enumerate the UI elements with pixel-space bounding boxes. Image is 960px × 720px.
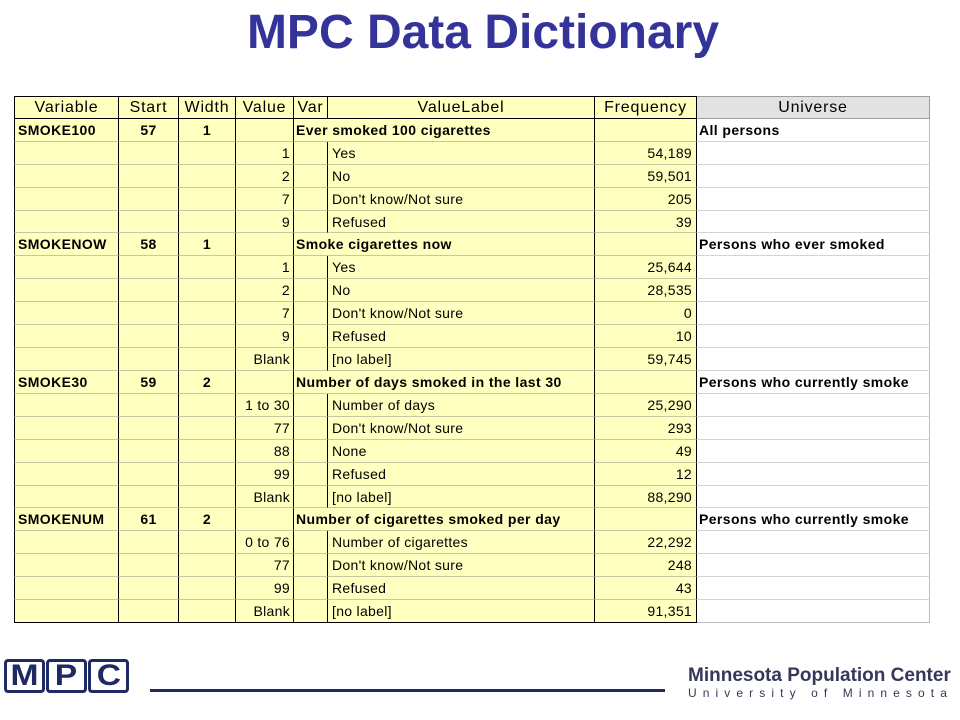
column-header-universe: Universe [697,96,930,119]
start-cell [119,256,179,279]
value-code-cell [236,233,294,256]
var-cell [294,577,328,600]
frequency-cell [595,508,697,531]
start-cell [119,463,179,486]
value-code-cell: 88 [236,440,294,463]
variable-name-cell [14,531,119,554]
value-code-cell: 77 [236,554,294,577]
value-code-cell: 7 [236,302,294,325]
universe-cell [697,256,930,279]
value-code-cell [236,119,294,142]
width-cell: 2 [179,508,236,531]
universe-cell [697,554,930,577]
value-label-cell: Refused [328,211,595,234]
frequency-cell: 12 [595,463,697,486]
start-cell [119,554,179,577]
value-code-cell: 9 [236,325,294,348]
var-cell [294,463,328,486]
width-cell [179,554,236,577]
value-label-cell: Don't know/Not sure [328,554,595,577]
value-label-cell: Refused [328,325,595,348]
var-cell [294,325,328,348]
universe-cell [697,394,930,417]
value-label-cell: No [328,165,595,188]
variable-name-cell [14,486,119,509]
var-cell [294,348,328,371]
width-cell: 1 [179,233,236,256]
logo-box-m [4,659,45,693]
variable-name-cell [14,325,119,348]
frequency-cell: 54,189 [595,142,697,165]
column-header-var: Var [294,96,328,119]
variable-label-cell: Number of cigarettes smoked per day [294,508,595,531]
start-cell [119,394,179,417]
width-cell [179,531,236,554]
frequency-cell [595,371,697,394]
variable-name-cell [14,279,119,302]
universe-cell [697,325,930,348]
value-label-cell: Number of cigarettes [328,531,595,554]
value-label-cell: [no label] [328,600,595,623]
frequency-cell: 22,292 [595,531,697,554]
logo-letter-p: P [55,659,78,692]
universe-cell: Persons who currently smoke [697,371,930,394]
start-cell [119,417,179,440]
variable-name-cell [14,188,119,211]
variable-name-cell [14,256,119,279]
organization-name: Minnesota Population Center [688,665,951,686]
start-cell [119,440,179,463]
mpc-logo [4,659,129,693]
value-label-cell: Don't know/Not sure [328,188,595,211]
width-cell: 2 [179,371,236,394]
variable-name-cell [14,440,119,463]
frequency-cell: 59,501 [595,165,697,188]
universe-cell [697,600,930,623]
variable-name-cell [14,348,119,371]
frequency-cell: 10 [595,325,697,348]
value-label-cell: Don't know/Not sure [328,302,595,325]
value-code-cell: 2 [236,279,294,302]
width-cell [179,279,236,302]
logo-box-c [88,659,129,693]
var-cell [294,440,328,463]
width-cell [179,302,236,325]
start-cell: 57 [119,119,179,142]
value-code-cell: 99 [236,463,294,486]
value-label-cell: Refused [328,463,595,486]
universe-cell [697,463,930,486]
value-label-cell: [no label] [328,486,595,509]
universe-cell [697,440,930,463]
width-cell [179,600,236,623]
value-code-cell: 2 [236,165,294,188]
value-label-cell: [no label] [328,348,595,371]
logo-letter-m: M [10,659,39,692]
frequency-cell: 293 [595,417,697,440]
start-cell [119,211,179,234]
width-cell [179,348,236,371]
universe-cell [697,142,930,165]
value-code-cell [236,508,294,531]
var-cell [294,142,328,165]
variable-label-cell: Number of days smoked in the last 30 [294,371,595,394]
start-cell [119,142,179,165]
value-label-cell: None [328,440,595,463]
value-code-cell: 1 to 30 [236,394,294,417]
value-code-cell: 0 to 76 [236,531,294,554]
value-code-cell: Blank [236,600,294,623]
footer-divider-line [150,689,665,692]
universe-cell [697,531,930,554]
var-cell [294,394,328,417]
column-header-frequency: Frequency [595,96,697,119]
start-cell [119,165,179,188]
start-cell [119,531,179,554]
variable-label-cell: Smoke cigarettes now [294,233,595,256]
university-name: University of Minnesota [688,686,954,700]
start-cell [119,600,179,623]
value-label-cell: Yes [328,142,595,165]
variable-label-cell: Ever smoked 100 cigarettes [294,119,595,142]
column-header-valuelabel: ValueLabel [328,96,595,119]
value-code-cell [236,371,294,394]
frequency-cell: 0 [595,302,697,325]
frequency-cell: 28,535 [595,279,697,302]
column-header-value: Value [236,96,294,119]
start-cell [119,486,179,509]
variable-name-cell: SMOKE100 [14,119,119,142]
variable-name-cell: SMOKENOW [14,233,119,256]
data-dictionary-table [14,96,930,623]
value-code-cell: 7 [236,188,294,211]
variable-name-cell: SMOKENUM [14,508,119,531]
slide-title: MPC Data Dictionary [246,6,720,59]
var-cell [294,554,328,577]
value-code-cell: Blank [236,486,294,509]
frequency-cell: 91,351 [595,600,697,623]
width-cell [179,188,236,211]
var-cell [294,188,328,211]
start-cell: 61 [119,508,179,531]
variable-name-cell [14,463,119,486]
start-cell [119,188,179,211]
universe-cell [697,165,930,188]
variable-name-cell [14,302,119,325]
value-label-cell: Refused [328,577,595,600]
var-cell [294,165,328,188]
width-cell [179,165,236,188]
start-cell: 59 [119,371,179,394]
value-code-cell: 9 [236,211,294,234]
value-code-cell: Blank [236,348,294,371]
universe-cell [697,577,930,600]
value-code-cell: 1 [236,142,294,165]
start-cell [119,325,179,348]
width-cell [179,211,236,234]
width-cell: 1 [179,119,236,142]
variable-name-cell [14,577,119,600]
width-cell [179,577,236,600]
var-cell [294,279,328,302]
frequency-cell: 248 [595,554,697,577]
frequency-cell [595,119,697,142]
width-cell [179,440,236,463]
start-cell [119,577,179,600]
column-header-start: Start [119,96,179,119]
var-cell [294,486,328,509]
frequency-cell: 59,745 [595,348,697,371]
universe-cell: Persons who currently smoke [697,508,930,531]
variable-name-cell [14,165,119,188]
column-header-variable: Variable [14,96,119,119]
width-cell [179,325,236,348]
var-cell [294,531,328,554]
logo-letter-c: C [96,659,121,692]
universe-cell: All persons [697,119,930,142]
variable-name-cell [14,417,119,440]
var-cell [294,417,328,440]
universe-cell [697,188,930,211]
width-cell [179,142,236,165]
variable-name-cell [14,600,119,623]
frequency-cell: 39 [595,211,697,234]
variable-name-cell [14,394,119,417]
width-cell [179,486,236,509]
variable-name-cell [14,142,119,165]
variable-name-cell [14,554,119,577]
universe-cell [697,211,930,234]
logo-box-p [46,659,87,693]
width-cell [179,463,236,486]
var-cell [294,302,328,325]
universe-cell [697,486,930,509]
frequency-cell: 88,290 [595,486,697,509]
width-cell [179,417,236,440]
value-label-cell: No [328,279,595,302]
value-label-cell: Number of days [328,394,595,417]
universe-cell: Persons who ever smoked [697,233,930,256]
value-label-cell: Don't know/Not sure [328,417,595,440]
universe-cell [697,279,930,302]
start-cell [119,302,179,325]
var-cell [294,600,328,623]
value-code-cell: 99 [236,577,294,600]
universe-cell [697,417,930,440]
width-cell [179,256,236,279]
start-cell [119,348,179,371]
variable-name-cell: SMOKE30 [14,371,119,394]
var-cell [294,211,328,234]
column-header-width: Width [179,96,236,119]
universe-cell [697,302,930,325]
value-code-cell: 77 [236,417,294,440]
frequency-cell: 43 [595,577,697,600]
frequency-cell: 49 [595,440,697,463]
var-cell [294,256,328,279]
frequency-cell: 25,644 [595,256,697,279]
frequency-cell: 25,290 [595,394,697,417]
value-code-cell: 1 [236,256,294,279]
frequency-cell [595,233,697,256]
universe-cell [697,348,930,371]
value-label-cell: Yes [328,256,595,279]
start-cell [119,279,179,302]
width-cell [179,394,236,417]
variable-name-cell [14,211,119,234]
start-cell: 58 [119,233,179,256]
frequency-cell: 205 [595,188,697,211]
